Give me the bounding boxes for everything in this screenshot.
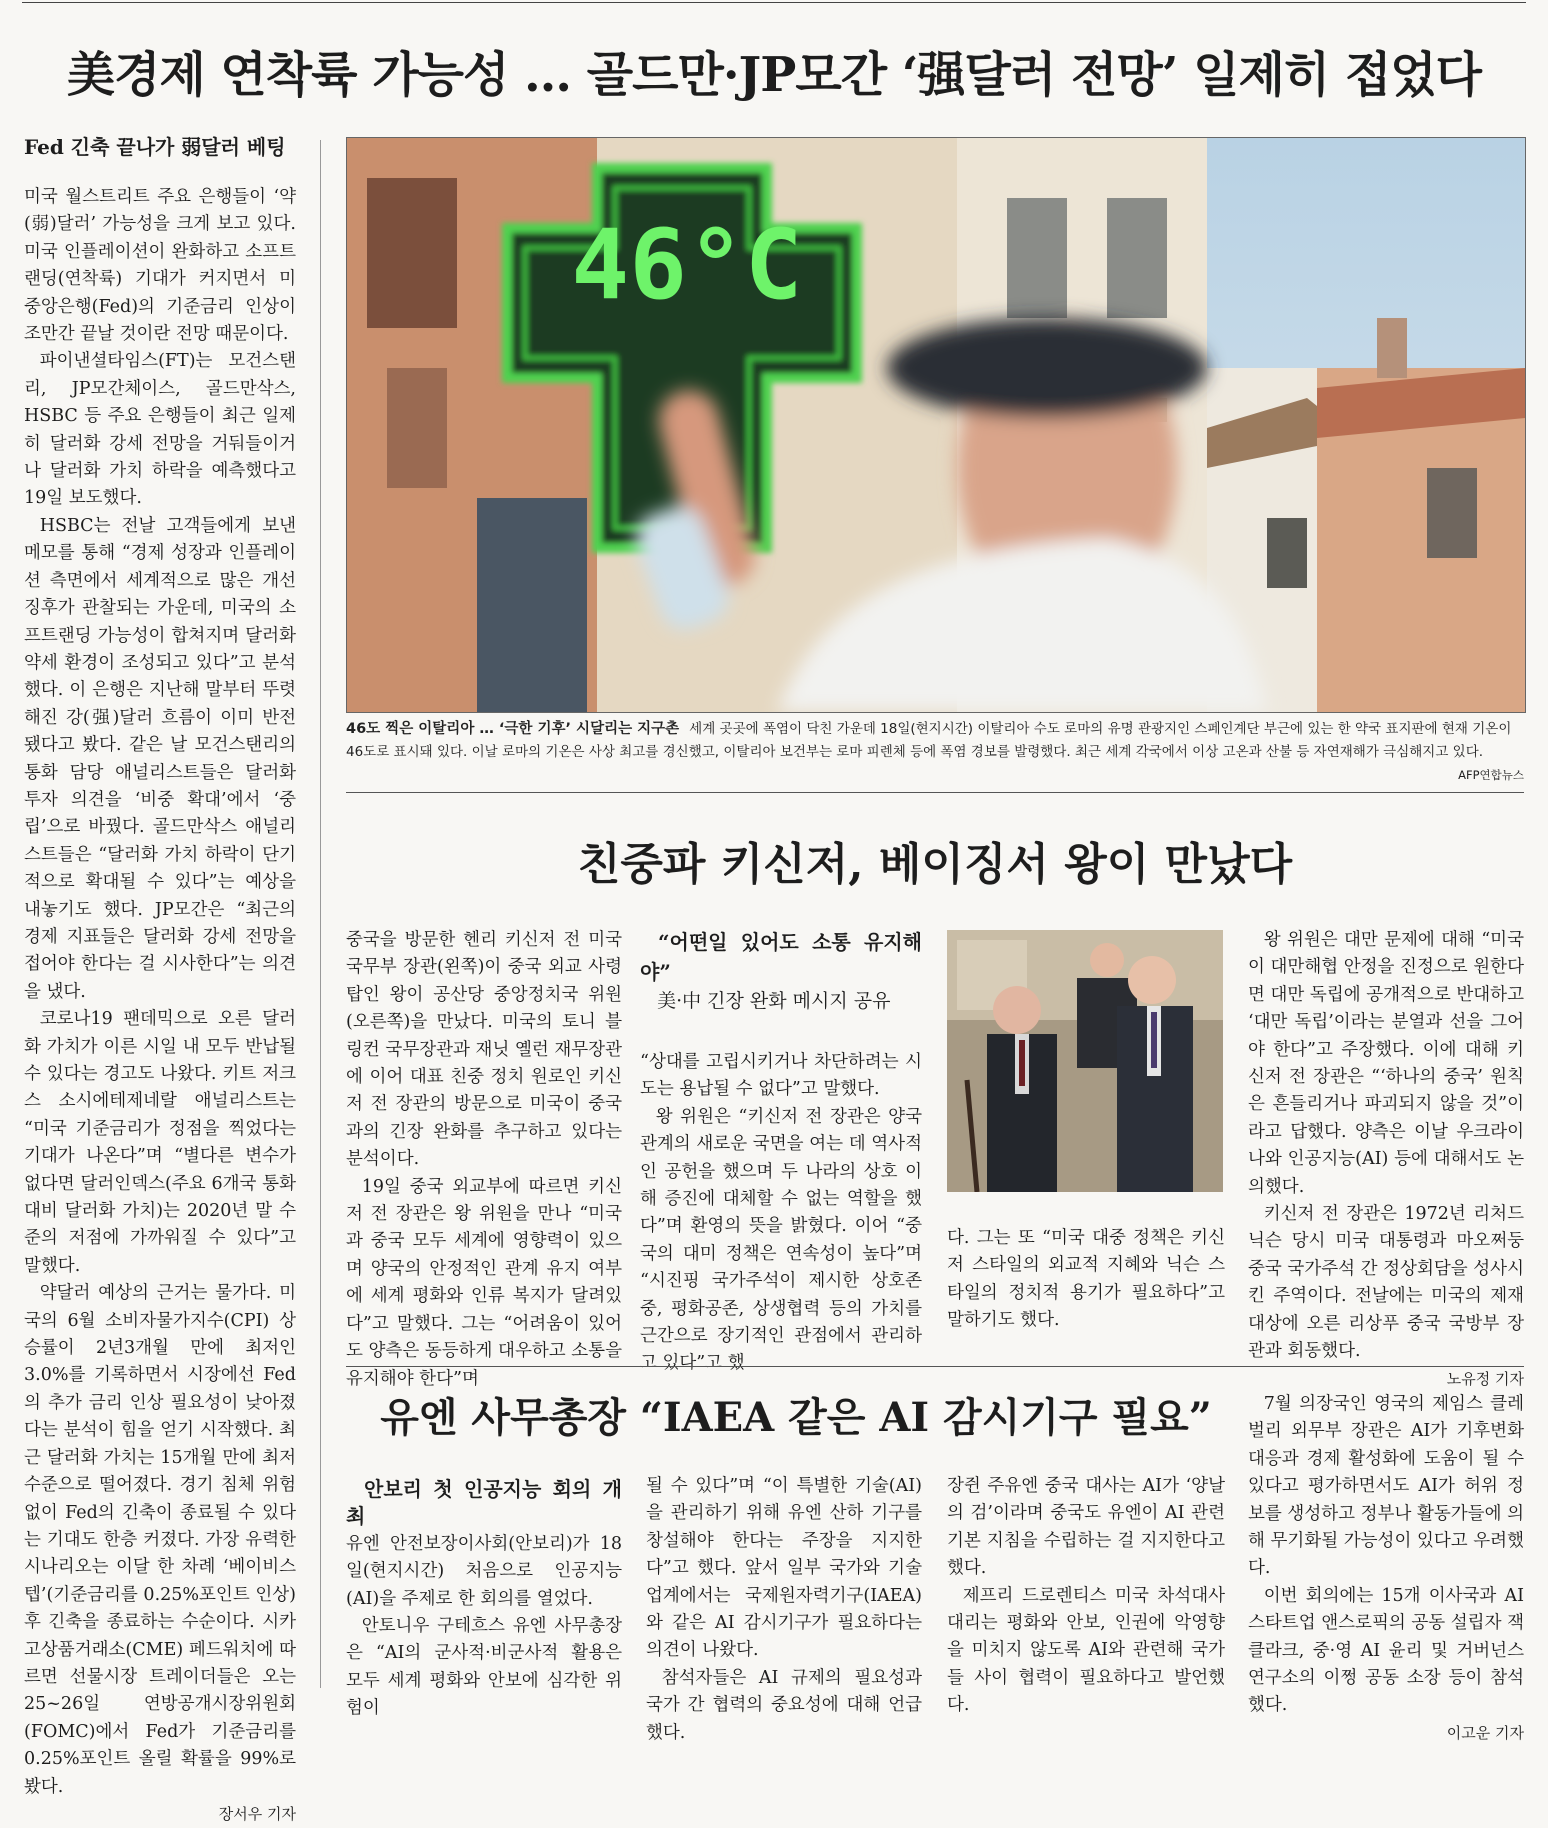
rome-heat-illustration [347,138,1525,712]
paragraph: 다. 그는 또 “미국 대중 정책은 키신저 스타일의 외교적 지혜와 닉슨 스타일의 정치적 용기가 필요하다”고 말하기도 했다. [947,1228,1225,1331]
caption-body: 세계 곳곳에 폭염이 닥친 가운데 18일(현지시간) 이탈리아 수도 로마의 유명 관광지인 스페인계단 부근에 있는 한 약국 표지판에 현재 기온이 46도로 표시돼 있다. 이날 로마의 기온은 사상 최고를 경신했고, 이탈리아 보건부는 로마 피렌체 등에 폭염 경보를 발령했다. 최근 세계 각국에서 이상 고온과 산불 등 자연재해가 극심해지고 있다. [346,721,1512,760]
left-article-subhead: Fed 긴축 끝나가 弱달러 베팅 [24,135,286,159]
section-divider [346,792,1524,793]
paragraph: 제프리 드로렌티스 미국 차석대사 대리는 평화와 안보, 인권에 악영향을 미치지 않도록 AI와 관련해 국가들 사이 협력이 필요하다고 발언했다. [947,1585,1225,1716]
kissinger-quote-head: “어떤일 있어도 소통 유지해야” [640,930,922,984]
left-article-byline: 장서우 기자 [218,1804,296,1823]
kissinger-col-1 [346,927,622,1393]
paragraph: 참석자들은 AI 규제의 필요성과 국가 간 협력의 중요성에 대해 언급했다. [646,1667,922,1743]
paragraph: 될 수 있다”며 “이 특별한 기술(AI)을 관리하기 위해 유엔 산하 기구를 창설해야 한다는 주장을 지지한다”고 했다. 앞서 일부 국가와 기술업계에서는 국제원자력기구(IAEA)와 같은 AI 감시기구가 필요하다는 의견이 나왔다. [646,1476,922,1661]
left-article-body [24,184,296,1828]
paragraph: 장쥔 주유엔 중국 대사는 AI가 ‘양날의 검’이라며 중국도 유엔이 AI 관련 기본 지침을 수립하는 걸 지지한다고 했다. [947,1476,1225,1579]
paragraph: 파이낸셜타임스(FT)는 모건스탠리, JP모간체이스, 골드만삭스, HSBC 등 주요 은행들이 최근 일제히 달러화 강세 전망을 거둬들이거나 달러화 가치 하락을 예측했다고 19일 보도했다. [24,351,296,509]
meeting-illustration [947,930,1223,1192]
un-byline: 이고운 기자 [1446,1723,1524,1742]
paragraph: 왕 위원은 대만 문제에 대해 “미국이 대만해협 안정을 진정으로 원한다면 대만 독립에 공개적으로 반대하고 ‘대만 독립’이라는 분열과 선을 그어야 한다”고 주장했다. 이에 대해 키신저 전 장관은 “‘하나의 중국’ 원칙은 흔들리거나 파괴되지 않을 것”이라고 답했다. 양측은 이날 우크라이나와 인공지능(AI) 등에 대해서도 논의했다. [1248,930,1524,1197]
un-headline: 유엔 사무총장 “IAEA 같은 AI 감시기구 필요” [380,1394,1212,1441]
kissinger-col-4 [1248,927,1524,1393]
paragraph: HSBC는 전날 고객들에게 보낸 메모를 통해 “경제 성장과 인플레이션 측면에서 세계적으로 많은 개선 징후가 관찰되는 가운데, 미국의 소프트랜딩 가능성이 합쳐지며 달러화 약세 환경이 조성되고 있다”고 분석했다. 이 은행은 지난해 말부터 뚜렷해진 강(强)달러 흐름이 이미 반전됐다고 봤다. 같은 날 모건스탠리의 통화 담당 애널리스트들은 달러화 투자 의견을 ‘비중 확대’에서 ‘중립’으로 바꿨다. 골드만삭스 애널리스트들은 “달러화 가치 하락이 단기적으로 확대될 수 있다”는 예상을 내놓기도 했다. JP모간은 “최근의 경제 지표들은 달러화 강세 전망을 접어야 한다는 걸 시사한다”는 의견을 냈다. [24,515,296,1002]
paragraph: 유엔 안전보장이사회(안보리)가 18일(현지시간) 처음으로 인공지능(AI)을 주제로 한 회의를 열었다. [346,1533,622,1609]
section-divider [346,1366,1524,1367]
kissinger-wangyi-photo [947,930,1223,1192]
left-article [24,134,296,1828]
news-photo [346,137,1526,713]
kissinger-headline: 친중파 키신저, 베이징서 왕이 만났다 [577,839,1293,890]
main-headline: 美경제 연착륙 가능성 … 골드만·JP모간 ‘强달러 전망’ 일제히 접었다 [66,47,1482,103]
kissinger-col-3 [947,1225,1225,1335]
paragraph: 이번 회의에는 15개 이사국과 AI 스타트업 앤스로픽의 공동 설립자 잭 클라크, 중·영 AI 윤리 및 거버넌스 연구소의 이쩡 공동 소장 등이 참석했다. [1248,1585,1524,1716]
kissinger-col-2 [640,927,922,1378]
photo-caption [346,718,1524,787]
un-subhead: 안보리 첫 인공지능 회의 개최 [346,1477,622,1529]
paragraph: “상대를 고립시키거나 차단하려는 시도는 용납될 수 없다”고 말했다. [640,1052,922,1100]
paragraph: 중국을 방문한 헨리 키신저 전 미국 국무부 장관(왼쪽)이 중국 외교 사령탑인 왕이 공산당 중앙정치국 위원(오른쪽)을 만났다. 미국의 토니 블링컨 국무장관과 재닛 옐런 재무장관에 이어 대표 친중 정치 원로인 키신저 전 장관의 방문으로 미국이 중국과의 긴장 완화를 추구하고 있다는 분석이다. [346,930,622,1170]
photo-credit: AFP연합뉴스 [1458,768,1524,782]
paragraph: 코로나19 팬데믹으로 오른 달러화 가치가 이른 시일 내 모두 반납될 수 있다는 경고도 나왔다. 키트 저크스 소시에테제네랄 애널리스트는 “미국 기준금리가 정점을 찍었다는 기대가 나온다”며 “별다른 변수가 없다면 달러인덱스(주요 6개국 통화 대비 달러화 가치)는 2020년 말 수준의 저점에 가까워질 수 있다”고 말했다. [24,1009,296,1276]
top-rule [22,2,1526,3]
paragraph: 왕 위원은 “키신저 전 장관은 양국 관계의 새로운 국면을 여는 데 역사적인 공헌을 했으며 두 나라의 상호 이해 증진에 대체할 수 없는 역할을 했다”며 환영의 뜻을 밝혔다. 이어 “중국의 대미 정책은 연속성이 높다”며 “시진핑 국가주석이 제시한 상호존중, 평화공존, 상생협력 등의 가치를 근간으로 장기적인 관점에서 관리하고 있다”고 했 [640,1106,922,1374]
paragraph: 7월 의장국인 영국의 제임스 클레벌리 외무부 장관은 AI가 기후변화 대응과 경제 활성화에 도움이 될 수 있다고 평가하면서도 AI가 허위 정보를 생성하고 정부나 활동가들에 의해 무기화될 가능성이 있다고 우려했다. [1248,1394,1524,1579]
paragraph: 미국 월스트리트 주요 은행들이 ‘약(弱)달러’ 가능성을 크게 보고 있다. 미국 인플레이션이 완화하고 소프트랜딩(연착륙) 기대가 커지면서 미 중앙은행(Fed)의 기준금리 인상이 조만간 끝날 것이란 전망 때문이다. [24,187,296,345]
caption-title: 46도 찍은 이탈리아 … ‘극한 기후’ 시달리는 지구촌 [346,721,680,737]
temperature-sign-text: 46°C [571,209,803,321]
paragraph: 약달러 예상의 근거는 물가다. 미국의 6월 소비자물가지수(CPI) 상승률이 2년3개월 만에 최저인 3.0%를 기록하면서 시장에선 Fed의 추가 금리 인상 필요성이 낮아졌다는 분석이 힘을 얻기 시작했다. 최근 달러화 가치는 15개월 만에 최저 수준으로 떨어졌다. 경기 침체 위험 없이 Fed의 긴축이 종료될 수 있다는 기대도 한층 커졌다. 가장 유력한 시나리오는 이달 한 차례 ‘베이비스텝’(기준금리를 0.25%포인트 인상) 후 긴축을 종료하는 수순이다. 시카고상품거래소(CME) 페드워치에 따르면 선물시장 트레이더들은 오는 25~26일 연방공개시장위원회(FOMC)에서 Fed가 기준금리를 0.25%포인트 올릴 확률을 99%로 봤다. [24,1283,296,1797]
un-col-3 [947,1473,1225,1720]
column-divider [320,140,321,1688]
kissinger-quote-sub: 美·中 긴장 완화 메시지 공유 [657,990,891,1012]
un-col-4 [1248,1391,1524,1747]
kissinger-byline: 노유정 기자 [1446,1369,1524,1388]
paragraph: 안토니우 구테흐스 유엔 사무총장은 “AI의 군사적·비군사적 활용은 모두 세계 평화와 안보에 심각한 위험이 [346,1616,622,1719]
paragraph: 키신저 전 장관은 1972년 리처드 닉슨 당시 미국 대통령과 마오쩌둥 중국 국가주석 간 정상회담을 성사시킨 주역이다. 전날에는 미국의 제재 대상에 오른 리상푸 중국 국방부 장관과 회동했다. [1248,1204,1524,1362]
un-col-1 [346,1476,622,1723]
paragraph: 19일 중국 외교부에 따르면 키신저 전 장관은 왕 위원을 만나 “미국과 중국 모두 세계에 영향력이 있으며 양국의 안정적인 관계 유지 여부에 세계 평화와 인류 복지가 달려있다”고 말했다. 그는 “어려움이 있어도 양측은 동등하게 대우하고 소통을 유지해야 한다”며 [346,1176,622,1389]
un-col-2 [646,1473,922,1747]
